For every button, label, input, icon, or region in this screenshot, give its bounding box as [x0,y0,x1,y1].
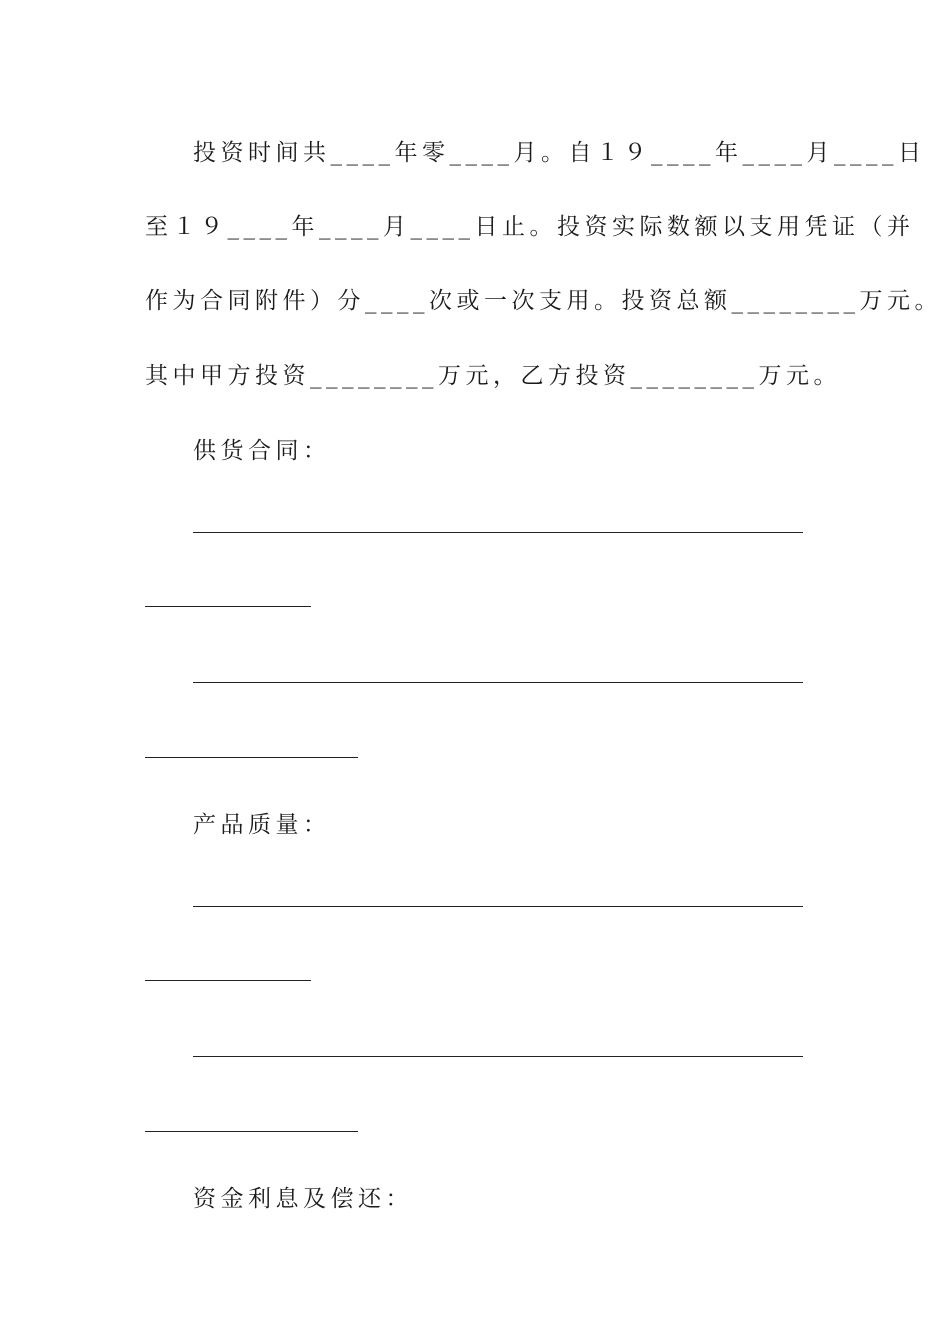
section-heading-fund-interest-repayment: 资金利息及偿还： [193,1186,413,1212]
paragraph-1-line-2: 至１９____年____月____日止。投资实际数额以支用凭证（并 [145,214,915,240]
blank-line [145,606,311,607]
blank-line [145,757,358,758]
blank-line [193,532,803,533]
section-heading-product-quality: 产品质量： [193,812,331,838]
blank-line [193,1056,803,1057]
paragraph-1-line-3: 作为合同附件）分____次或一次支用。投资总额________万元。 [145,288,942,314]
blank-line [193,682,803,683]
blank-line [145,980,311,981]
section-heading-supply-contract: 供货合同： [193,438,331,464]
blank-line [145,1131,358,1132]
paragraph-1-line-1: 投资时间共____年零____月。自１９____年____月____日 [193,140,926,166]
blank-line [193,906,803,907]
paragraph-1-line-4: 其中甲方投资________万元，乙方投资________万元。 [145,363,841,389]
